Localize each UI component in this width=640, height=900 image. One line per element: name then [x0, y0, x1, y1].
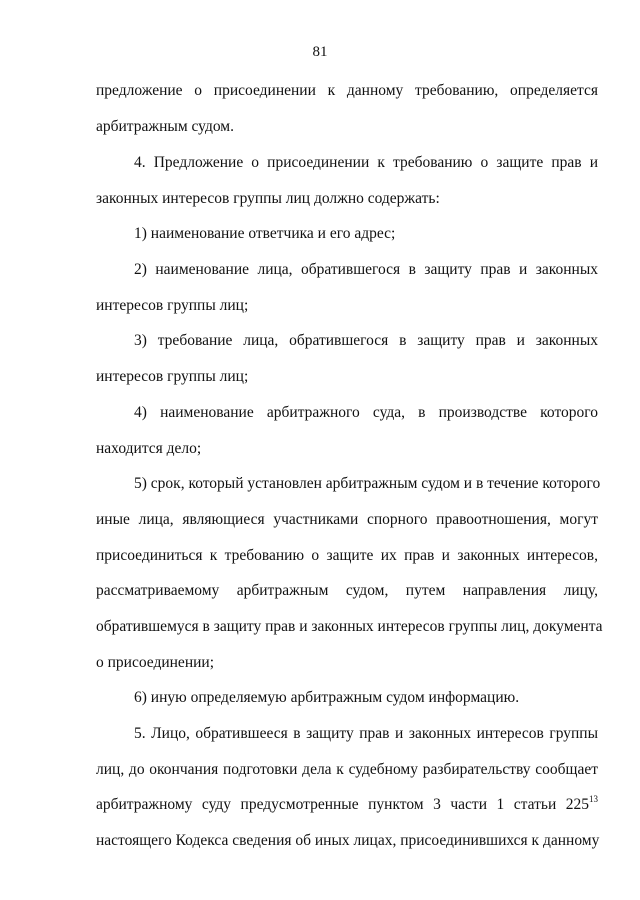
article-superscript: 13 [589, 794, 598, 804]
article-reference-text: арбитражному суду предусмотренные пунктом 3 части 1 статьи 225 [96, 796, 589, 813]
list-item-2: 2) наименование лица, обратившегося в защиту прав и законных [134, 261, 598, 278]
text-line: предложение о присоединении к данному требованию, определяется [96, 82, 598, 99]
text-line: арбитражным судом. [96, 118, 234, 135]
list-item-4: 4) наименование арбитражного суда, в производстве которого [134, 404, 598, 421]
text-line: иные лица, являющиеся участниками спорного правоотношения, могут [96, 511, 598, 528]
text-line: настоящего Кодекса сведения об иных лицах, присоединившихся к данному [96, 832, 600, 849]
paragraph-4-line: 4. Предложение о присоединении к требованию о защите прав и [134, 154, 598, 171]
list-item-3: 3) требование лица, обратившегося в защиту прав и законных [134, 332, 598, 349]
text-line: рассматриваемому арбитражным судом, путем направления лицу, [96, 582, 598, 599]
text-line: законных интересов группы лиц должно содержать: [96, 190, 440, 207]
text-line: о присоединении; [96, 654, 215, 671]
page-number: 81 [312, 44, 328, 60]
text-line: присоединиться к требованию о защите их прав и законных интересов, [96, 547, 598, 564]
text-line: обратившемуся в защиту прав и законных интересов группы лиц, документа [96, 618, 603, 635]
text-line: интересов группы лиц; [96, 368, 249, 385]
paragraph-5-line: 5. Лицо, обратившееся в защиту прав и законных интересов группы [134, 725, 598, 742]
list-item-5: 5) срок, который установлен арбитражным судом и в течение которого [134, 475, 601, 492]
text-line-with-reference [96, 795, 598, 815]
text-line: интересов группы лиц; [96, 297, 249, 314]
list-item-6: 6) иную определяемую арбитражным судом информацию. [134, 689, 520, 706]
text-line: лиц, до окончания подготовки дела к судебному разбирательству сообщает [96, 761, 598, 778]
list-item-1: 1) наименование ответчика и его адрес; [134, 225, 396, 242]
text-line: находится дело; [96, 440, 202, 457]
